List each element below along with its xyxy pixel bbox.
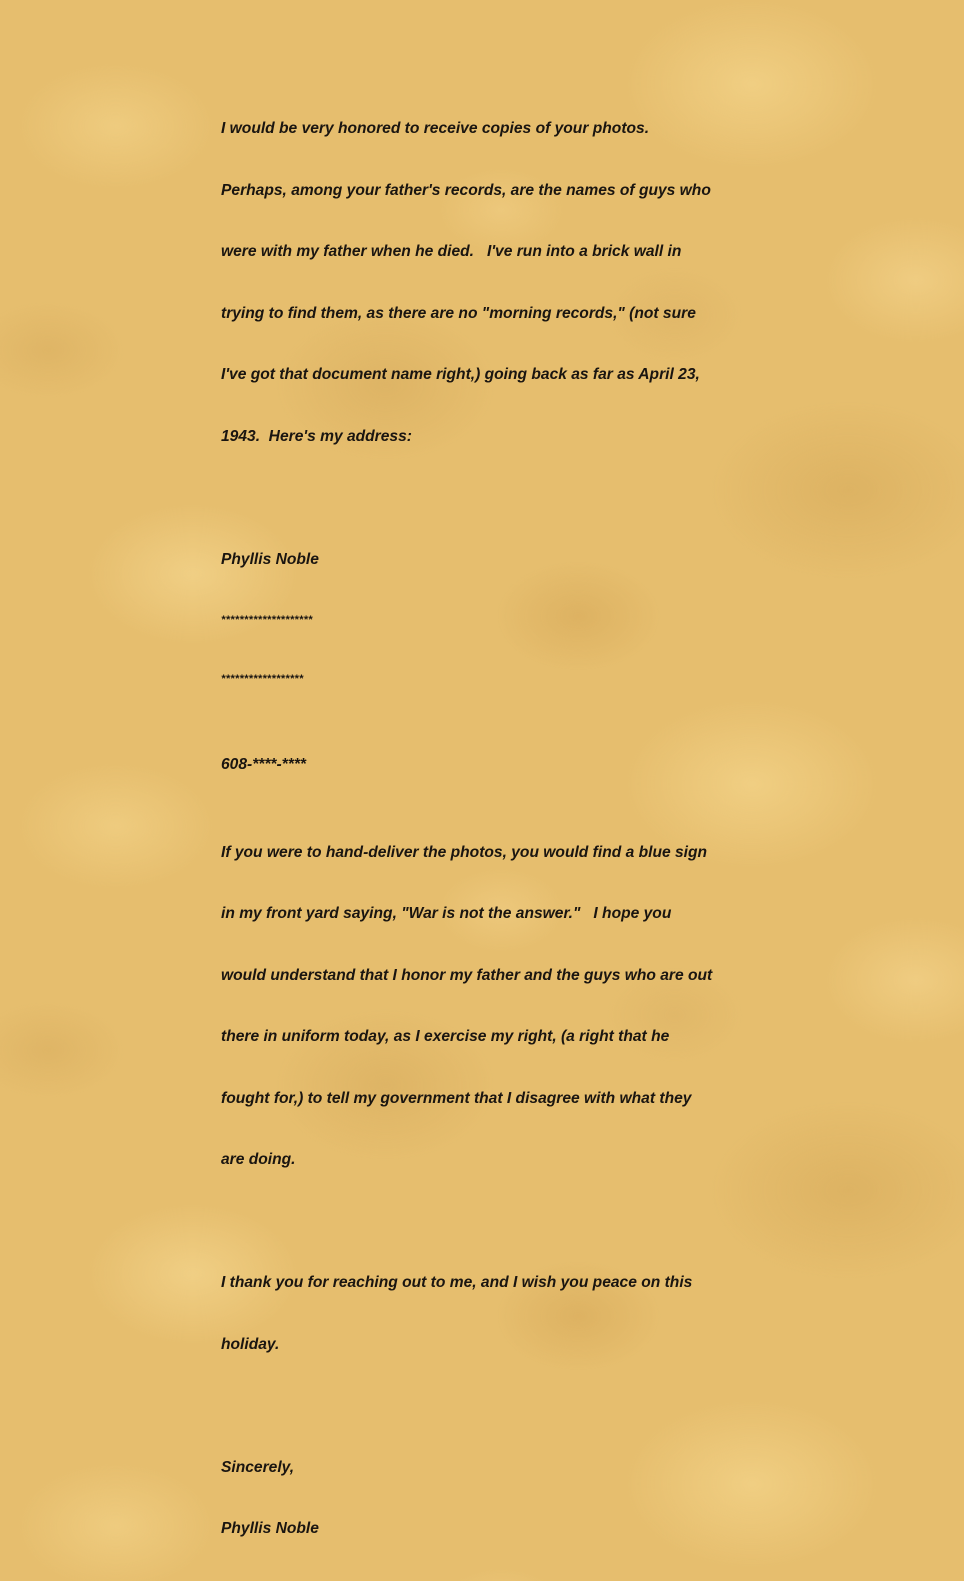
text-line: would understand that I honor my father and the guys who are out	[221, 966, 713, 984]
paragraph-request	[221, 78, 821, 488]
paragraph-gap	[221, 488, 821, 509]
paragraph-gap	[221, 1212, 821, 1233]
text-line: I would be very honored to receive copies of your photos.	[221, 120, 650, 137]
letter-body	[221, 78, 821, 1581]
text-line: in my front yard saying, "War is not the answer." I hope you	[221, 905, 672, 922]
signature: Phyllis Noble	[221, 1520, 319, 1537]
paragraph-sign	[221, 802, 821, 1212]
address-block	[221, 509, 821, 730]
closing: Sincerely,	[221, 1458, 295, 1476]
address-name: Phyllis Noble	[221, 550, 319, 568]
paragraph-gap	[221, 776, 821, 802]
paragraph-thanks	[221, 1232, 821, 1396]
text-line: there in uniform today, as I exercise my right, (a right that he	[221, 1028, 670, 1045]
text-line: Perhaps, among your father's records, are the names of guys who	[221, 181, 711, 199]
text-line: If you were to hand-deliver the photos, you would find a blue sign	[221, 843, 708, 861]
text-line: are doing.	[221, 1151, 296, 1168]
closing-block	[221, 1417, 821, 1581]
text-line: I've got that document name right,) going back as far as April 23,	[221, 366, 700, 383]
text-line: I thank you for reaching out to me, and I wish you peace on this	[221, 1274, 693, 1291]
text-line: were with my father when he died. I've run into a brick wall in	[221, 243, 682, 260]
address-line-redacted: ********************	[221, 614, 313, 626]
text-line: holiday.	[221, 1335, 280, 1353]
text-line: trying to find them, as there are no "morning records," (not sure	[221, 304, 696, 322]
text-line: fought for,) to tell my government that I disagree with what they	[221, 1089, 692, 1107]
paragraph-gap	[221, 729, 821, 755]
address-line-redacted: ******************	[221, 673, 304, 685]
text-line: 1943. Here's my address:	[221, 427, 412, 445]
phone-number: 608-****-****	[221, 756, 306, 773]
paragraph-gap	[221, 1396, 821, 1417]
